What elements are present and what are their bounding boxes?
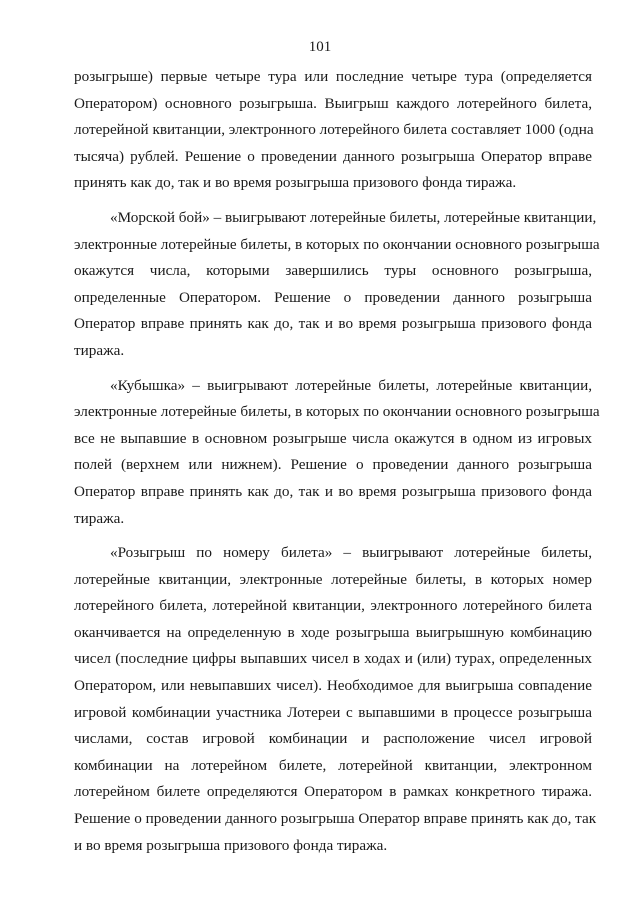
text-line: Оператор вправе принять как до, так и во время розыгрыша призового фонда [74, 315, 592, 333]
text-line: электронные лотерейные билеты, в которых по окончании основного розыгрыша [74, 403, 600, 421]
text-line: чисел (последние цифры выпавших чисел в ходах и (или) турах, определенных [74, 650, 592, 668]
text-line: тиража. [74, 509, 125, 527]
text-line: Оператор вправе принять как до, так и во время розыгрыша призового фонда [74, 482, 592, 500]
text-line: лотерейные квитанции, электронные лотерейные билеты, в которых номер [74, 570, 592, 588]
text-line: «Розыгрыш по номеру билета» – выигрывают лотерейные билеты, [110, 544, 592, 562]
text-line: принять как до, так и во время розыгрыша призового фонда тиража. [74, 174, 517, 192]
text-line: «Морской бой» – выигрывают лотерейные билеты, лотерейные квитанции, [110, 208, 597, 226]
text-line: электронные лотерейные билеты, в которых по окончании основного розыгрыша [74, 235, 600, 253]
text-line: оканчивается на определенную в ходе розыгрыша выигрышную комбинацию [74, 623, 592, 641]
paragraph [74, 373, 600, 533]
text-line: лотерейного билета, лотерейной квитанции, электронного лотерейного билета [74, 597, 592, 615]
text-line: лотерейном билете определяются Оператором в рамках конкретного тиража. [74, 783, 592, 801]
text-line: тысяча) рублей. Решение о проведении данного розыгрыша Оператор вправе [74, 147, 592, 165]
text-line: и во время розыгрыша призового фонда тиража. [74, 836, 388, 854]
text-line: числами, состав игровой комбинации и расположение чисел игровой [74, 730, 592, 748]
text-line: «Кубышка» – выигрывают лотерейные билеты, лотерейные квитанции, [110, 376, 592, 394]
paragraph [74, 540, 597, 859]
page-number: 101 [308, 39, 332, 55]
text-line: полей (верхнем или нижнем). Решение о проведении данного розыгрыша [74, 456, 592, 474]
text-line: розыгрыше) первые четыре тура или последние четыре тура (определяется [74, 68, 592, 85]
paragraph [74, 205, 600, 365]
text-line: Решение о проведении данного розыгрыша Оператор вправе принять как до, так [74, 810, 597, 828]
text-line: тиража. [74, 341, 125, 359]
document-body [74, 64, 600, 867]
text-line: Оператором) основного розыгрыша. Выигрыш каждого лотерейного билета, [74, 94, 592, 112]
text-line: все не выпавшие в основном розыгрыше числа окажутся в одном из игровых [74, 429, 592, 447]
text-line: лотерейной квитанции, электронного лотерейного билета составляет 1000 (одна [74, 121, 594, 139]
paragraph [74, 64, 592, 197]
text-line: Оператором, или невыпавших чисел). Необходимое для выигрыша совпадение [74, 677, 592, 695]
text-line: определенные Оператором. Решение о проведении данного розыгрыша [74, 288, 592, 306]
text-line: игровой комбинации участника Лотереи с выпавшими в процессе розыгрыша [74, 703, 592, 721]
text-line: окажутся числа, которыми завершились туры основного розыгрыша, [74, 262, 592, 280]
text-line: комбинации на лотерейном билете, лотерейной квитанции, электронном [74, 756, 592, 774]
